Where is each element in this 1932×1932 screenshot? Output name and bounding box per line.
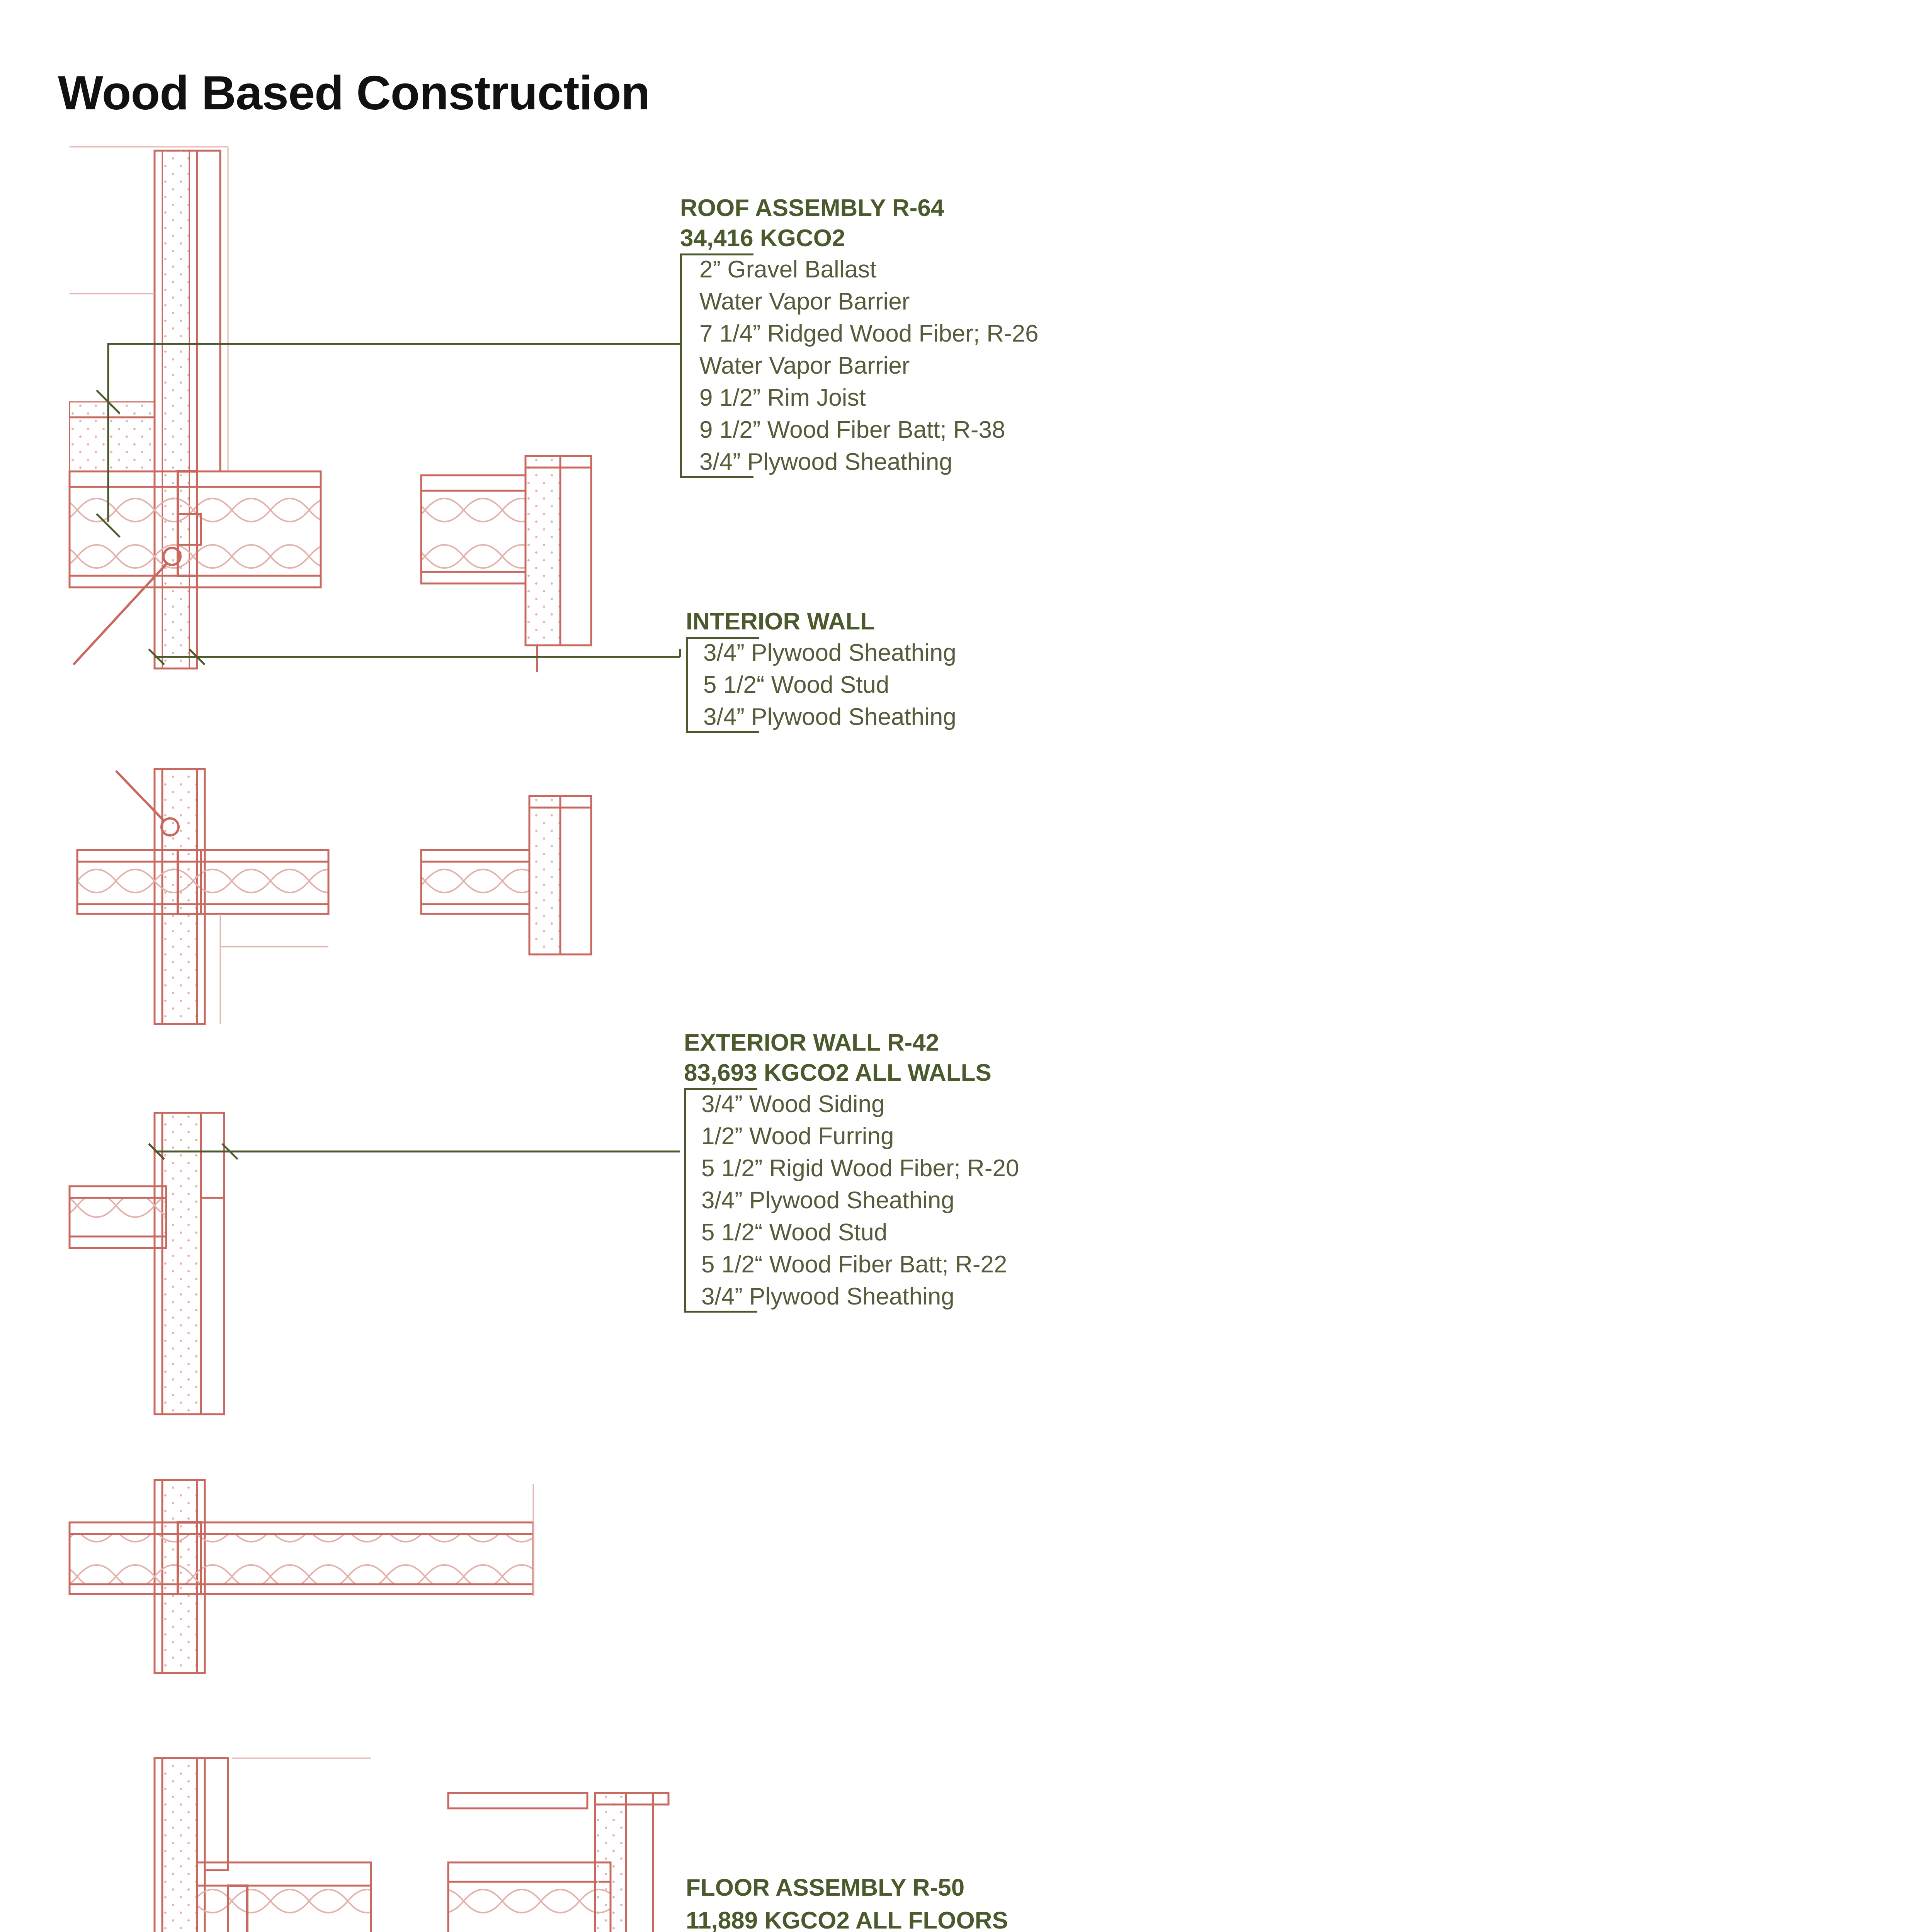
exterior-layer: 5 1/2“ Wood Stud [701, 1219, 888, 1246]
roof-layer: Water Vapor Barrier [699, 352, 910, 379]
floor-assembly-heading: FLOOR ASSEMBLY R-50 [686, 1874, 965, 1901]
second-floor-right-detail [421, 796, 591, 954]
exterior-layer: 3/4” Plywood Sheathing [701, 1283, 954, 1310]
exterior-layer: 3/4” Plywood Sheathing [701, 1187, 954, 1214]
interior-wall-layers [686, 637, 956, 733]
exterior-wall-layers [684, 1088, 1019, 1313]
interior-layer: 3/4” Plywood Sheathing [703, 639, 956, 666]
roof-assembly-callout [680, 193, 1039, 478]
interior-wall-heading: INTERIOR WALL [686, 608, 875, 635]
exterior-wall-heading: EXTERIOR WALL R-42 [684, 1029, 939, 1056]
roof-layer: 7 1/4” Ridged Wood Fiber; R-26 [699, 320, 1039, 347]
floor-assembly-right-detail [448, 1793, 668, 1932]
roof-layer: 9 1/2” Rim Joist [699, 384, 866, 411]
exterior-layer: 3/4” Wood Siding [701, 1091, 885, 1117]
roof-layer: 9 1/2” Wood Fiber Batt; R-38 [699, 417, 1005, 443]
roof-assembly-layers [680, 253, 1039, 478]
exterior-layer: 5 1/2“ Wood Fiber Batt; R-22 [701, 1251, 1007, 1278]
exterior-wall-callout [684, 1028, 1019, 1313]
interior-layer: 3/4” Plywood Sheathing [703, 704, 956, 730]
roof-assembly-carbon: 34,416 KGCO2 [680, 225, 845, 252]
interior-wall-callout [686, 607, 956, 733]
exterior-layer: 5 1/2” Rigid Wood Fiber; R-20 [701, 1155, 1019, 1182]
roof-layer: 3/4” Plywood Sheathing [699, 449, 952, 475]
exterior-layer: 1/2” Wood Furring [701, 1123, 894, 1150]
roof-assembly-heading: ROOF ASSEMBLY R-64 [680, 195, 944, 221]
roof-layer: Water Vapor Barrier [699, 288, 910, 315]
interior-layer: 5 1/2“ Wood Stud [703, 672, 889, 698]
roof-layer: 2” Gravel Ballast [699, 256, 877, 283]
exterior-wall-detail [70, 1113, 224, 1414]
roof-edge-detail [421, 456, 591, 672]
mid-floor-detail [70, 1480, 533, 1673]
page-title: Wood Based Construction [58, 66, 650, 120]
exterior-wall-carbon: 83,693 KGCO2 ALL WALLS [684, 1060, 992, 1086]
second-floor-left-detail [77, 769, 328, 1024]
floor-assembly-left-detail [155, 1758, 371, 1932]
floor-assembly-carbon: 11,889 KGCO2 ALL FLOORS [686, 1907, 1008, 1932]
floor-assembly-callout [686, 1870, 1059, 1932]
